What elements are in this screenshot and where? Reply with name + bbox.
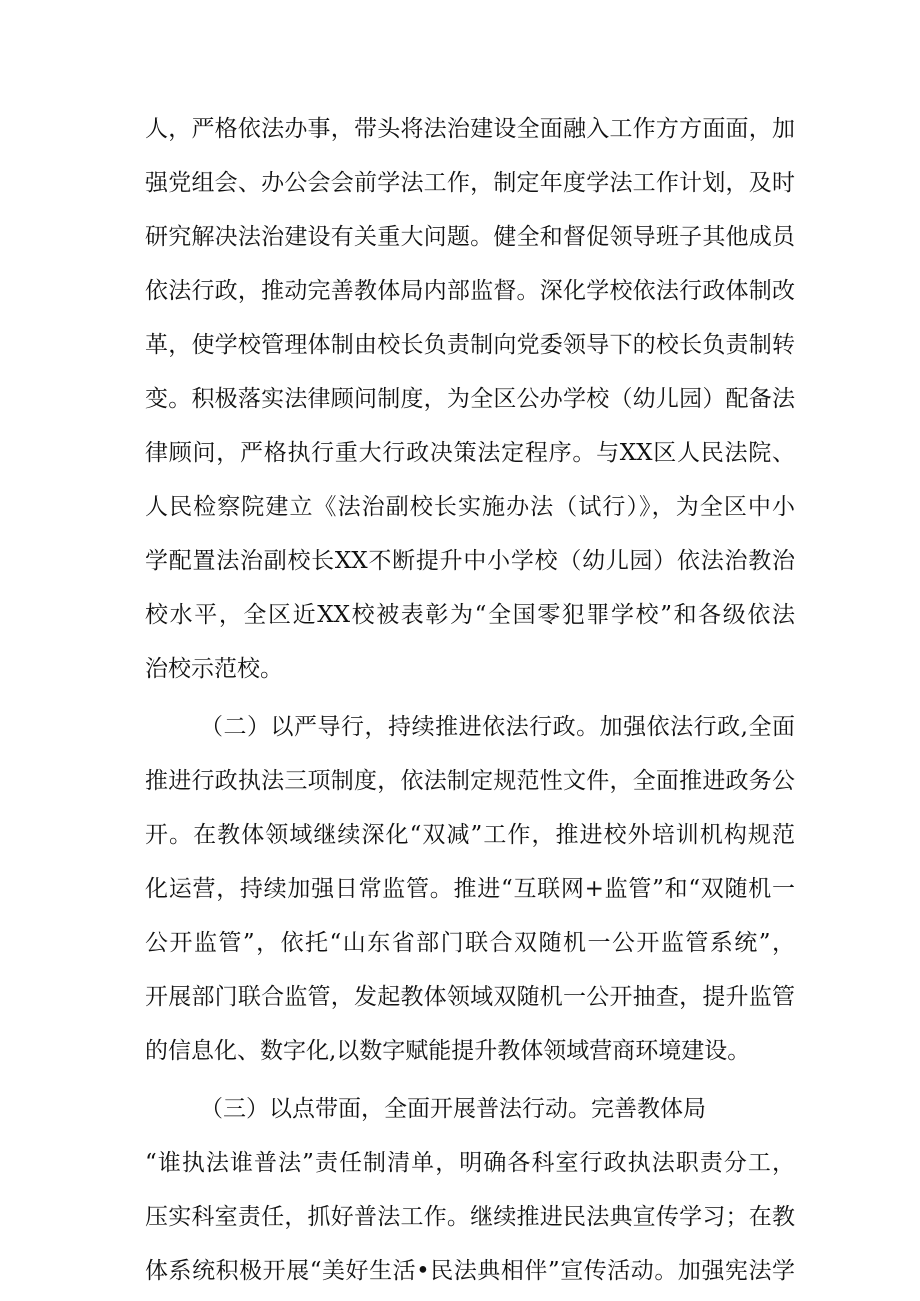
paragraph-1-line-7: 律顾问，严格执行重大行政决策法定程序。与XX区人民法院、 [145,440,795,466]
paragraph-1-line-11: 治校示范校。 [145,656,283,682]
paragraph-1-line-6: 变。积极落实法律顾问制度，为全区公办学校（幼儿园）配备法 [145,386,795,412]
paragraph-3-line-1: （三）以点带面，全面开展普法行动。完善教体局 [200,1096,706,1122]
paragraph-1-line-4: 依法行政，推动完善教体局内部监督。深化学校依法行政体制改 [145,278,795,304]
paragraph-2-line-6: 开展部门联合监管，发起教体领域双随机一公开抽查，提升监管 [145,984,795,1010]
paragraph-3-line-4: 体系统积极开展“美好生活•民法典相伴”宣传活动。加强宪法学 [145,1258,795,1284]
paragraph-2-line-2: 推进行政执法三项制度，依法制定规范性文件，全面推进政务公 [145,768,795,794]
paragraph-1-line-3: 研究解决法治建设有关重大问题。健全和督促领导班子其他成员 [145,224,795,250]
paragraph-1-line-2: 强党组会、办公会会前学法工作，制定年度学法工作计划，及时 [145,170,795,196]
paragraph-2-line-3: 开。在教体领域继续深化“双减”工作，推进校外培训机构规范 [145,822,795,848]
paragraph-1-line-1: 人，严格依法办事，带头将法治建设全面融入工作方方面面，加 [145,116,795,142]
paragraph-2-line-4: 化运营，持续加强日常监管。推进“互联网+监管”和“双随机一 [145,876,795,902]
paragraph-2-line-7: 的信息化、数字化,以数字赋能提升教体领域营商环境建设。 [145,1038,751,1064]
paragraph-1-line-9: 学配置法治副校长XX不断提升中小学校（幼儿园）依法治教治 [145,548,795,574]
paragraph-3-line-2: “谁执法谁普法”责任制清单，明确各科室行政执法职责分工， [145,1150,795,1176]
paragraph-2-line-1: （二）以严导行，持续推进依法行政。加强依法行政,全面 [200,714,795,740]
paragraph-1-line-8: 人民检察院建立《法治副校长实施办法（试行）》，为全区中小 [145,494,795,520]
paragraph-2-line-5: 公开监管”，依托“山东省部门联合双随机一公开监管系统”， [145,930,795,956]
paragraph-1-line-5: 革，使学校管理体制由校长负责制向党委领导下的校长负责制转 [145,332,795,358]
paragraph-3-line-3: 压实科室责任，抓好普法工作。继续推进民法典宣传学习；在教 [145,1204,795,1230]
paragraph-1-line-10: 校水平，全区近XX校被表彰为“全国零犯罪学校”和各级依法 [145,602,795,628]
